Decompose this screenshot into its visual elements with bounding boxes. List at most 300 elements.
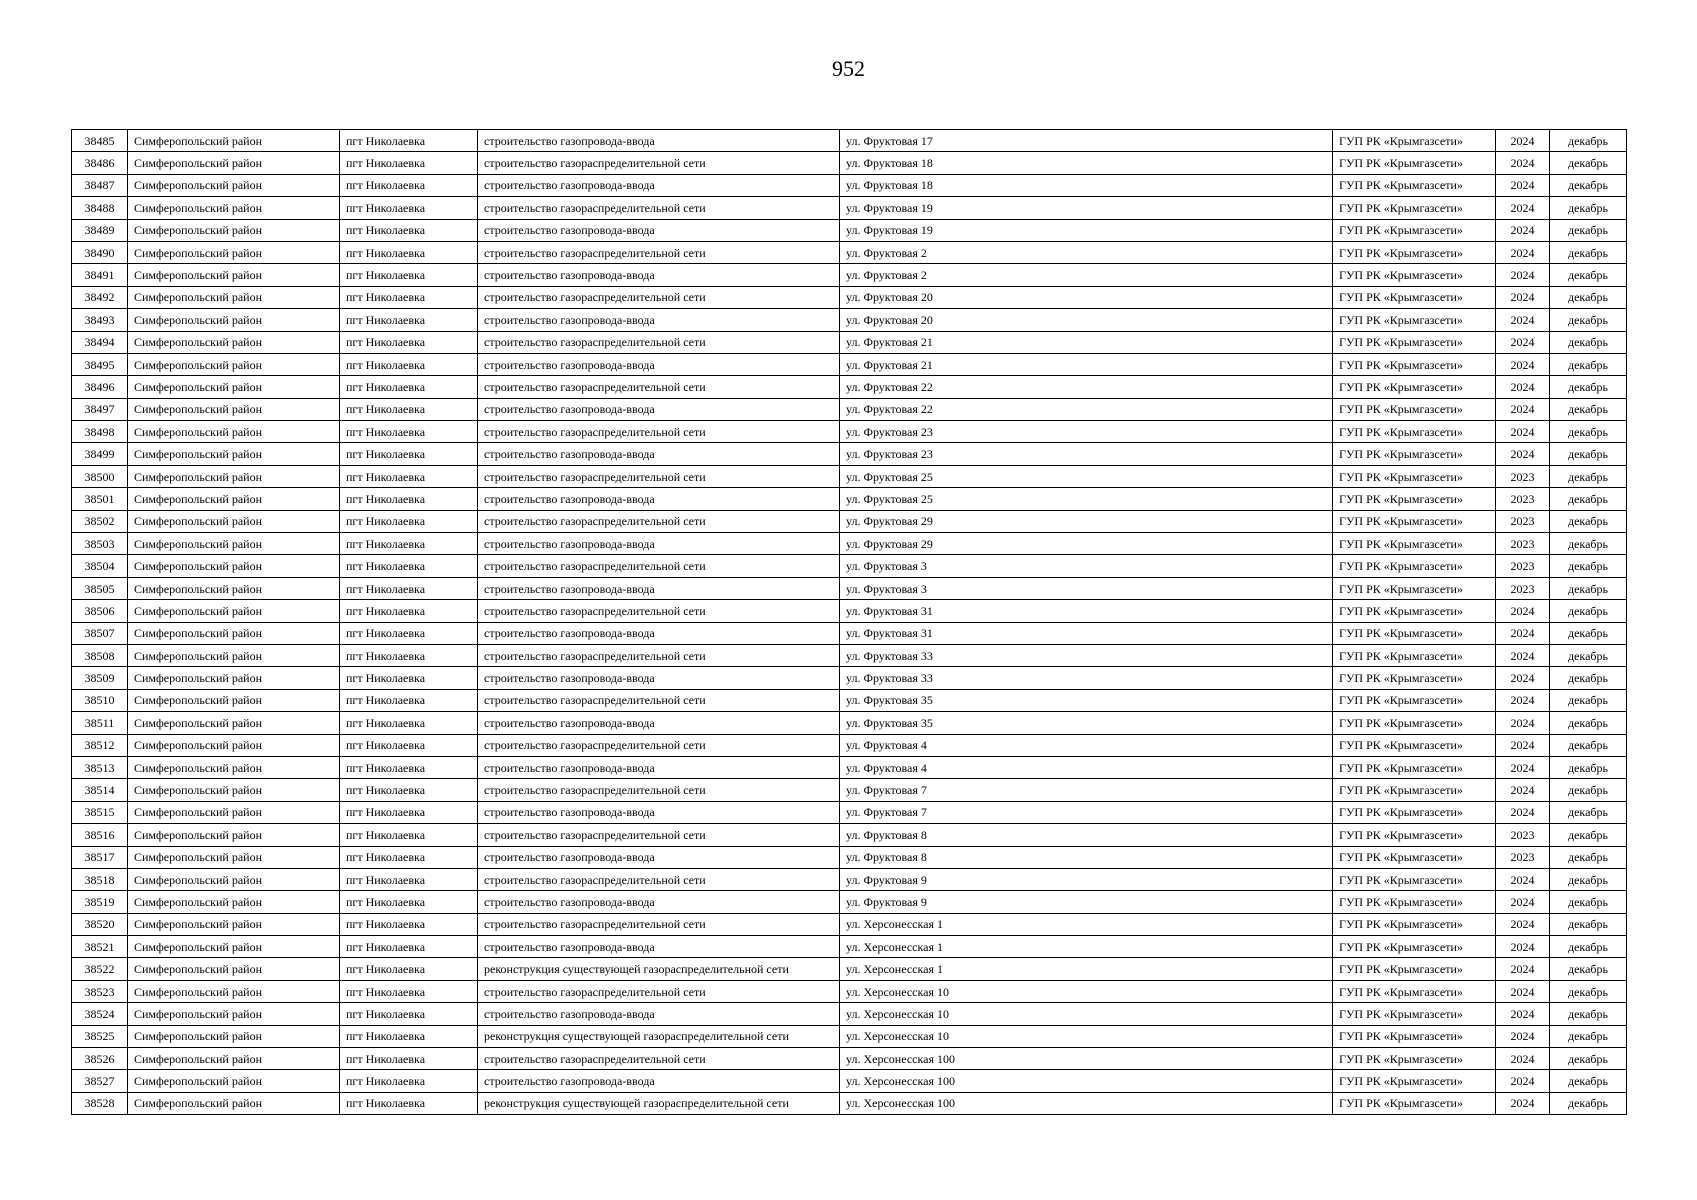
work-type-cell: строительство газораспределительной сети bbox=[478, 465, 840, 487]
address-cell: ул. Херсонесская 10 bbox=[840, 980, 1333, 1002]
work-type-cell: строительство газопровода-ввода bbox=[478, 398, 840, 420]
organization-cell: ГУП РК «Крымгазсети» bbox=[1333, 1003, 1496, 1025]
year-cell: 2024 bbox=[1496, 868, 1550, 890]
organization-cell: ГУП РК «Крымгазсети» bbox=[1333, 936, 1496, 958]
table-row bbox=[72, 1070, 1627, 1092]
month-cell: декабрь bbox=[1550, 846, 1627, 868]
month-cell: декабрь bbox=[1550, 667, 1627, 689]
table-row bbox=[72, 1048, 1627, 1070]
district-cell: Симферопольский район bbox=[128, 868, 340, 890]
settlement-cell: пгт Николаевка bbox=[340, 1048, 478, 1070]
work-type-cell: строительство газораспределительной сети bbox=[478, 197, 840, 219]
organization-cell: ГУП РК «Крымгазсети» bbox=[1333, 286, 1496, 308]
table-row bbox=[72, 241, 1627, 263]
year-cell: 2023 bbox=[1496, 577, 1550, 599]
settlement-cell: пгт Николаевка bbox=[340, 197, 478, 219]
work-type-cell: строительство газопровода-ввода bbox=[478, 443, 840, 465]
settlement-cell: пгт Николаевка bbox=[340, 577, 478, 599]
settlement-cell: пгт Николаевка bbox=[340, 644, 478, 666]
row-number: 38497 bbox=[72, 398, 128, 420]
year-cell: 2024 bbox=[1496, 712, 1550, 734]
table-row bbox=[72, 331, 1627, 353]
year-cell: 2024 bbox=[1496, 398, 1550, 420]
work-type-cell: строительство газораспределительной сети bbox=[478, 980, 840, 1002]
year-cell: 2024 bbox=[1496, 756, 1550, 778]
row-number: 38514 bbox=[72, 779, 128, 801]
year-cell: 2024 bbox=[1496, 980, 1550, 1002]
organization-cell: ГУП РК «Крымгазсети» bbox=[1333, 779, 1496, 801]
settlement-cell: пгт Николаевка bbox=[340, 264, 478, 286]
month-cell: декабрь bbox=[1550, 130, 1627, 152]
work-type-cell: строительство газопровода-ввода bbox=[478, 1003, 840, 1025]
district-cell: Симферопольский район bbox=[128, 219, 340, 241]
work-type-cell: строительство газопровода-ввода bbox=[478, 712, 840, 734]
month-cell: декабрь bbox=[1550, 756, 1627, 778]
year-cell: 2024 bbox=[1496, 421, 1550, 443]
work-type-cell: строительство газопровода-ввода bbox=[478, 577, 840, 599]
settlement-cell: пгт Николаевка bbox=[340, 1092, 478, 1114]
year-cell: 2024 bbox=[1496, 353, 1550, 375]
table-row bbox=[72, 734, 1627, 756]
month-cell: декабрь bbox=[1550, 241, 1627, 263]
address-cell: ул. Фруктовая 22 bbox=[840, 376, 1333, 398]
address-cell: ул. Фруктовая 8 bbox=[840, 846, 1333, 868]
district-cell: Симферопольский район bbox=[128, 376, 340, 398]
organization-cell: ГУП РК «Крымгазсети» bbox=[1333, 577, 1496, 599]
address-cell: ул. Фруктовая 23 bbox=[840, 443, 1333, 465]
district-cell: Симферопольский район bbox=[128, 555, 340, 577]
settlement-cell: пгт Николаевка bbox=[340, 488, 478, 510]
district-cell: Симферопольский район bbox=[128, 1048, 340, 1070]
address-cell: ул. Херсонесская 100 bbox=[840, 1048, 1333, 1070]
year-cell: 2024 bbox=[1496, 309, 1550, 331]
work-type-cell: строительство газопровода-ввода bbox=[478, 130, 840, 152]
organization-cell: ГУП РК «Крымгазсети» bbox=[1333, 533, 1496, 555]
organization-cell: ГУП РК «Крымгазсети» bbox=[1333, 309, 1496, 331]
work-type-cell: строительство газораспределительной сети bbox=[478, 734, 840, 756]
row-number: 38523 bbox=[72, 980, 128, 1002]
table-row bbox=[72, 689, 1627, 711]
work-type-cell: строительство газораспределительной сети bbox=[478, 779, 840, 801]
district-cell: Симферопольский район bbox=[128, 712, 340, 734]
district-cell: Симферопольский район bbox=[128, 824, 340, 846]
organization-cell: ГУП РК «Крымгазсети» bbox=[1333, 353, 1496, 375]
district-cell: Симферопольский район bbox=[128, 152, 340, 174]
row-number: 38492 bbox=[72, 286, 128, 308]
address-cell: ул. Фруктовая 3 bbox=[840, 577, 1333, 599]
district-cell: Симферопольский район bbox=[128, 309, 340, 331]
row-number: 38528 bbox=[72, 1092, 128, 1114]
table-row bbox=[72, 398, 1627, 420]
table-row bbox=[72, 309, 1627, 331]
organization-cell: ГУП РК «Крымгазсети» bbox=[1333, 689, 1496, 711]
month-cell: декабрь bbox=[1550, 398, 1627, 420]
settlement-cell: пгт Николаевка bbox=[340, 824, 478, 846]
row-number: 38516 bbox=[72, 824, 128, 846]
organization-cell: ГУП РК «Крымгазсети» bbox=[1333, 712, 1496, 734]
table-row bbox=[72, 421, 1627, 443]
organization-cell: ГУП РК «Крымгазсети» bbox=[1333, 913, 1496, 935]
year-cell: 2024 bbox=[1496, 443, 1550, 465]
address-cell: ул. Фруктовая 7 bbox=[840, 801, 1333, 823]
month-cell: декабрь bbox=[1550, 488, 1627, 510]
settlement-cell: пгт Николаевка bbox=[340, 712, 478, 734]
address-cell: ул. Фруктовая 31 bbox=[840, 600, 1333, 622]
address-cell: ул. Фруктовая 3 bbox=[840, 555, 1333, 577]
address-cell: ул. Херсонесская 1 bbox=[840, 936, 1333, 958]
organization-cell: ГУП РК «Крымгазсети» bbox=[1333, 510, 1496, 532]
district-cell: Симферопольский район bbox=[128, 846, 340, 868]
work-type-cell: строительство газопровода-ввода bbox=[478, 533, 840, 555]
address-cell: ул. Фруктовая 29 bbox=[840, 510, 1333, 532]
month-cell: декабрь bbox=[1550, 712, 1627, 734]
table-row bbox=[72, 644, 1627, 666]
work-type-cell: строительство газораспределительной сети bbox=[478, 376, 840, 398]
settlement-cell: пгт Николаевка bbox=[340, 846, 478, 868]
address-cell: ул. Фруктовая 4 bbox=[840, 756, 1333, 778]
work-type-cell: строительство газопровода-ввода bbox=[478, 488, 840, 510]
settlement-cell: пгт Николаевка bbox=[340, 398, 478, 420]
row-number: 38517 bbox=[72, 846, 128, 868]
month-cell: декабрь bbox=[1550, 1048, 1627, 1070]
organization-cell: ГУП РК «Крымгазсети» bbox=[1333, 1025, 1496, 1047]
month-cell: декабрь bbox=[1550, 1003, 1627, 1025]
year-cell: 2024 bbox=[1496, 1048, 1550, 1070]
year-cell: 2024 bbox=[1496, 331, 1550, 353]
settlement-cell: пгт Николаевка bbox=[340, 555, 478, 577]
organization-cell: ГУП РК «Крымгазсети» bbox=[1333, 376, 1496, 398]
settlement-cell: пгт Николаевка bbox=[340, 868, 478, 890]
row-number: 38510 bbox=[72, 689, 128, 711]
address-cell: ул. Херсонесская 1 bbox=[840, 958, 1333, 980]
year-cell: 2023 bbox=[1496, 846, 1550, 868]
row-number: 38493 bbox=[72, 309, 128, 331]
address-cell: ул. Фруктовая 23 bbox=[840, 421, 1333, 443]
table-row bbox=[72, 958, 1627, 980]
organization-cell: ГУП РК «Крымгазсети» bbox=[1333, 980, 1496, 1002]
row-number: 38490 bbox=[72, 241, 128, 263]
year-cell: 2024 bbox=[1496, 622, 1550, 644]
table-row bbox=[72, 756, 1627, 778]
month-cell: декабрь bbox=[1550, 868, 1627, 890]
year-cell: 2024 bbox=[1496, 130, 1550, 152]
district-cell: Симферопольский район bbox=[128, 667, 340, 689]
district-cell: Симферопольский район bbox=[128, 130, 340, 152]
organization-cell: ГУП РК «Крымгазсети» bbox=[1333, 622, 1496, 644]
table-row bbox=[72, 1025, 1627, 1047]
organization-cell: ГУП РК «Крымгазсети» bbox=[1333, 644, 1496, 666]
row-number: 38513 bbox=[72, 756, 128, 778]
row-number: 38503 bbox=[72, 533, 128, 555]
district-cell: Симферопольский район bbox=[128, 510, 340, 532]
table-row bbox=[72, 891, 1627, 913]
district-cell: Симферопольский район bbox=[128, 1025, 340, 1047]
work-type-cell: строительство газораспределительной сети bbox=[478, 241, 840, 263]
district-cell: Симферопольский район bbox=[128, 353, 340, 375]
district-cell: Симферопольский район bbox=[128, 465, 340, 487]
address-cell: ул. Фруктовая 25 bbox=[840, 488, 1333, 510]
row-number: 38521 bbox=[72, 936, 128, 958]
settlement-cell: пгт Николаевка bbox=[340, 1003, 478, 1025]
table-row bbox=[72, 824, 1627, 846]
organization-cell: ГУП РК «Крымгазсети» bbox=[1333, 1048, 1496, 1070]
work-type-cell: строительство газораспределительной сети bbox=[478, 1048, 840, 1070]
organization-cell: ГУП РК «Крымгазсети» bbox=[1333, 219, 1496, 241]
organization-cell: ГУП РК «Крымгазсети» bbox=[1333, 824, 1496, 846]
organization-cell: ГУП РК «Крымгазсети» bbox=[1333, 801, 1496, 823]
address-cell: ул. Фруктовая 35 bbox=[840, 689, 1333, 711]
work-type-cell: строительство газопровода-ввода bbox=[478, 309, 840, 331]
address-cell: ул. Фруктовая 25 bbox=[840, 465, 1333, 487]
year-cell: 2024 bbox=[1496, 936, 1550, 958]
month-cell: декабрь bbox=[1550, 443, 1627, 465]
work-type-cell: строительство газопровода-ввода bbox=[478, 622, 840, 644]
month-cell: декабрь bbox=[1550, 465, 1627, 487]
work-type-cell: строительство газопровода-ввода bbox=[478, 667, 840, 689]
address-cell: ул. Фруктовая 33 bbox=[840, 644, 1333, 666]
work-type-cell: строительство газопровода-ввода bbox=[478, 264, 840, 286]
organization-cell: ГУП РК «Крымгазсети» bbox=[1333, 756, 1496, 778]
year-cell: 2024 bbox=[1496, 1092, 1550, 1114]
settlement-cell: пгт Николаевка bbox=[340, 219, 478, 241]
year-cell: 2024 bbox=[1496, 667, 1550, 689]
settlement-cell: пгт Николаевка bbox=[340, 510, 478, 532]
work-type-cell: строительство газораспределительной сети bbox=[478, 286, 840, 308]
month-cell: декабрь bbox=[1550, 421, 1627, 443]
work-type-cell: строительство газопровода-ввода bbox=[478, 801, 840, 823]
table-row bbox=[72, 667, 1627, 689]
settlement-cell: пгт Николаевка bbox=[340, 353, 478, 375]
organization-cell: ГУП РК «Крымгазсети» bbox=[1333, 465, 1496, 487]
row-number: 38509 bbox=[72, 667, 128, 689]
table-row bbox=[72, 600, 1627, 622]
settlement-cell: пгт Николаевка bbox=[340, 331, 478, 353]
month-cell: декабрь bbox=[1550, 958, 1627, 980]
settlement-cell: пгт Николаевка bbox=[340, 756, 478, 778]
year-cell: 2024 bbox=[1496, 779, 1550, 801]
address-cell: ул. Фруктовая 35 bbox=[840, 712, 1333, 734]
month-cell: декабрь bbox=[1550, 913, 1627, 935]
row-number: 38527 bbox=[72, 1070, 128, 1092]
month-cell: декабрь bbox=[1550, 533, 1627, 555]
table-row bbox=[72, 174, 1627, 196]
address-cell: ул. Фруктовая 22 bbox=[840, 398, 1333, 420]
organization-cell: ГУП РК «Крымгазсети» bbox=[1333, 734, 1496, 756]
row-number: 38485 bbox=[72, 130, 128, 152]
address-cell: ул. Фруктовая 20 bbox=[840, 309, 1333, 331]
row-number: 38526 bbox=[72, 1048, 128, 1070]
row-number: 38504 bbox=[72, 555, 128, 577]
year-cell: 2023 bbox=[1496, 824, 1550, 846]
year-cell: 2024 bbox=[1496, 197, 1550, 219]
row-number: 38494 bbox=[72, 331, 128, 353]
month-cell: декабрь bbox=[1550, 1025, 1627, 1047]
register-table bbox=[71, 129, 1627, 1115]
settlement-cell: пгт Николаевка bbox=[340, 443, 478, 465]
settlement-cell: пгт Николаевка bbox=[340, 958, 478, 980]
table-row bbox=[72, 913, 1627, 935]
organization-cell: ГУП РК «Крымгазсети» bbox=[1333, 152, 1496, 174]
row-number: 38525 bbox=[72, 1025, 128, 1047]
district-cell: Симферопольский район bbox=[128, 600, 340, 622]
year-cell: 2024 bbox=[1496, 1003, 1550, 1025]
district-cell: Симферопольский район bbox=[128, 1092, 340, 1114]
settlement-cell: пгт Николаевка bbox=[340, 891, 478, 913]
organization-cell: ГУП РК «Крымгазсети» bbox=[1333, 331, 1496, 353]
settlement-cell: пгт Николаевка bbox=[340, 913, 478, 935]
district-cell: Симферопольский район bbox=[128, 779, 340, 801]
row-number: 38511 bbox=[72, 712, 128, 734]
work-type-cell: строительство газопровода-ввода bbox=[478, 353, 840, 375]
district-cell: Симферопольский район bbox=[128, 689, 340, 711]
month-cell: декабрь bbox=[1550, 936, 1627, 958]
month-cell: декабрь bbox=[1550, 264, 1627, 286]
district-cell: Симферопольский район bbox=[128, 286, 340, 308]
table-row bbox=[72, 1092, 1627, 1114]
work-type-cell: строительство газораспределительной сети bbox=[478, 555, 840, 577]
table-row bbox=[72, 510, 1627, 532]
settlement-cell: пгт Николаевка bbox=[340, 309, 478, 331]
organization-cell: ГУП РК «Крымгазсети» bbox=[1333, 555, 1496, 577]
year-cell: 2023 bbox=[1496, 488, 1550, 510]
address-cell: ул. Фруктовая 7 bbox=[840, 779, 1333, 801]
work-type-cell: реконструкция существующей газораспределительной сети bbox=[478, 958, 840, 980]
year-cell: 2024 bbox=[1496, 689, 1550, 711]
table-row bbox=[72, 488, 1627, 510]
month-cell: декабрь bbox=[1550, 622, 1627, 644]
district-cell: Симферопольский район bbox=[128, 644, 340, 666]
district-cell: Симферопольский район bbox=[128, 331, 340, 353]
month-cell: декабрь bbox=[1550, 331, 1627, 353]
organization-cell: ГУП РК «Крымгазсети» bbox=[1333, 600, 1496, 622]
organization-cell: ГУП РК «Крымгазсети» bbox=[1333, 197, 1496, 219]
month-cell: декабрь bbox=[1550, 376, 1627, 398]
settlement-cell: пгт Николаевка bbox=[340, 689, 478, 711]
district-cell: Симферопольский район bbox=[128, 533, 340, 555]
organization-cell: ГУП РК «Крымгазсети» bbox=[1333, 958, 1496, 980]
work-type-cell: строительство газопровода-ввода bbox=[478, 846, 840, 868]
row-number: 38499 bbox=[72, 443, 128, 465]
organization-cell: ГУП РК «Крымгазсети» bbox=[1333, 443, 1496, 465]
address-cell: ул. Херсонесская 10 bbox=[840, 1025, 1333, 1047]
year-cell: 2024 bbox=[1496, 644, 1550, 666]
settlement-cell: пгт Николаевка bbox=[340, 622, 478, 644]
settlement-cell: пгт Николаевка bbox=[340, 980, 478, 1002]
district-cell: Симферопольский район bbox=[128, 577, 340, 599]
district-cell: Симферопольский район bbox=[128, 734, 340, 756]
work-type-cell: строительство газопровода-ввода bbox=[478, 1070, 840, 1092]
organization-cell: ГУП РК «Крымгазсети» bbox=[1333, 868, 1496, 890]
row-number: 38505 bbox=[72, 577, 128, 599]
settlement-cell: пгт Николаевка bbox=[340, 801, 478, 823]
month-cell: декабрь bbox=[1550, 801, 1627, 823]
row-number: 38495 bbox=[72, 353, 128, 375]
district-cell: Симферопольский район bbox=[128, 756, 340, 778]
district-cell: Симферопольский район bbox=[128, 801, 340, 823]
month-cell: декабрь bbox=[1550, 689, 1627, 711]
organization-cell: ГУП РК «Крымгазсети» bbox=[1333, 241, 1496, 263]
year-cell: 2024 bbox=[1496, 264, 1550, 286]
work-type-cell: строительство газораспределительной сети bbox=[478, 152, 840, 174]
district-cell: Симферопольский район bbox=[128, 980, 340, 1002]
table-row bbox=[72, 264, 1627, 286]
address-cell: ул. Фруктовая 31 bbox=[840, 622, 1333, 644]
row-number: 38487 bbox=[72, 174, 128, 196]
year-cell: 2024 bbox=[1496, 913, 1550, 935]
month-cell: декабрь bbox=[1550, 219, 1627, 241]
month-cell: декабрь bbox=[1550, 734, 1627, 756]
table-row bbox=[72, 577, 1627, 599]
work-type-cell: строительство газопровода-ввода bbox=[478, 174, 840, 196]
row-number: 38508 bbox=[72, 644, 128, 666]
row-number: 38496 bbox=[72, 376, 128, 398]
year-cell: 2024 bbox=[1496, 286, 1550, 308]
month-cell: декабрь bbox=[1550, 577, 1627, 599]
organization-cell: ГУП РК «Крымгазсети» bbox=[1333, 174, 1496, 196]
work-type-cell: строительство газораспределительной сети bbox=[478, 331, 840, 353]
table-row bbox=[72, 533, 1627, 555]
table-row bbox=[72, 622, 1627, 644]
district-cell: Симферопольский район bbox=[128, 398, 340, 420]
settlement-cell: пгт Николаевка bbox=[340, 130, 478, 152]
table-row bbox=[72, 868, 1627, 890]
year-cell: 2024 bbox=[1496, 958, 1550, 980]
work-type-cell: строительство газораспределительной сети bbox=[478, 824, 840, 846]
year-cell: 2024 bbox=[1496, 219, 1550, 241]
month-cell: декабрь bbox=[1550, 309, 1627, 331]
row-number: 38498 bbox=[72, 421, 128, 443]
row-number: 38515 bbox=[72, 801, 128, 823]
row-number: 38522 bbox=[72, 958, 128, 980]
table-row bbox=[72, 936, 1627, 958]
row-number: 38502 bbox=[72, 510, 128, 532]
organization-cell: ГУП РК «Крымгазсети» bbox=[1333, 130, 1496, 152]
work-type-cell: строительство газопровода-ввода bbox=[478, 891, 840, 913]
table-row bbox=[72, 555, 1627, 577]
district-cell: Симферопольский район bbox=[128, 174, 340, 196]
row-number: 38518 bbox=[72, 868, 128, 890]
table-row bbox=[72, 353, 1627, 375]
table-row bbox=[72, 779, 1627, 801]
address-cell: ул. Фруктовая 2 bbox=[840, 241, 1333, 263]
year-cell: 2023 bbox=[1496, 465, 1550, 487]
organization-cell: ГУП РК «Крымгазсети» bbox=[1333, 398, 1496, 420]
district-cell: Симферопольский район bbox=[128, 421, 340, 443]
address-cell: ул. Херсонесская 100 bbox=[840, 1070, 1333, 1092]
row-number: 38507 bbox=[72, 622, 128, 644]
work-type-cell: строительство газораспределительной сети bbox=[478, 421, 840, 443]
year-cell: 2024 bbox=[1496, 241, 1550, 263]
address-cell: ул. Херсонесская 10 bbox=[840, 1003, 1333, 1025]
settlement-cell: пгт Николаевка bbox=[340, 1070, 478, 1092]
month-cell: декабрь bbox=[1550, 152, 1627, 174]
month-cell: декабрь bbox=[1550, 1070, 1627, 1092]
month-cell: декабрь bbox=[1550, 353, 1627, 375]
year-cell: 2024 bbox=[1496, 1070, 1550, 1092]
year-cell: 2024 bbox=[1496, 174, 1550, 196]
district-cell: Симферопольский район bbox=[128, 913, 340, 935]
table-row bbox=[72, 801, 1627, 823]
row-number: 38491 bbox=[72, 264, 128, 286]
year-cell: 2024 bbox=[1496, 801, 1550, 823]
row-number: 38500 bbox=[72, 465, 128, 487]
row-number: 38486 bbox=[72, 152, 128, 174]
year-cell: 2024 bbox=[1496, 1025, 1550, 1047]
work-type-cell: строительство газораспределительной сети bbox=[478, 689, 840, 711]
organization-cell: ГУП РК «Крымгазсети» bbox=[1333, 846, 1496, 868]
settlement-cell: пгт Николаевка bbox=[340, 734, 478, 756]
row-number: 38519 bbox=[72, 891, 128, 913]
